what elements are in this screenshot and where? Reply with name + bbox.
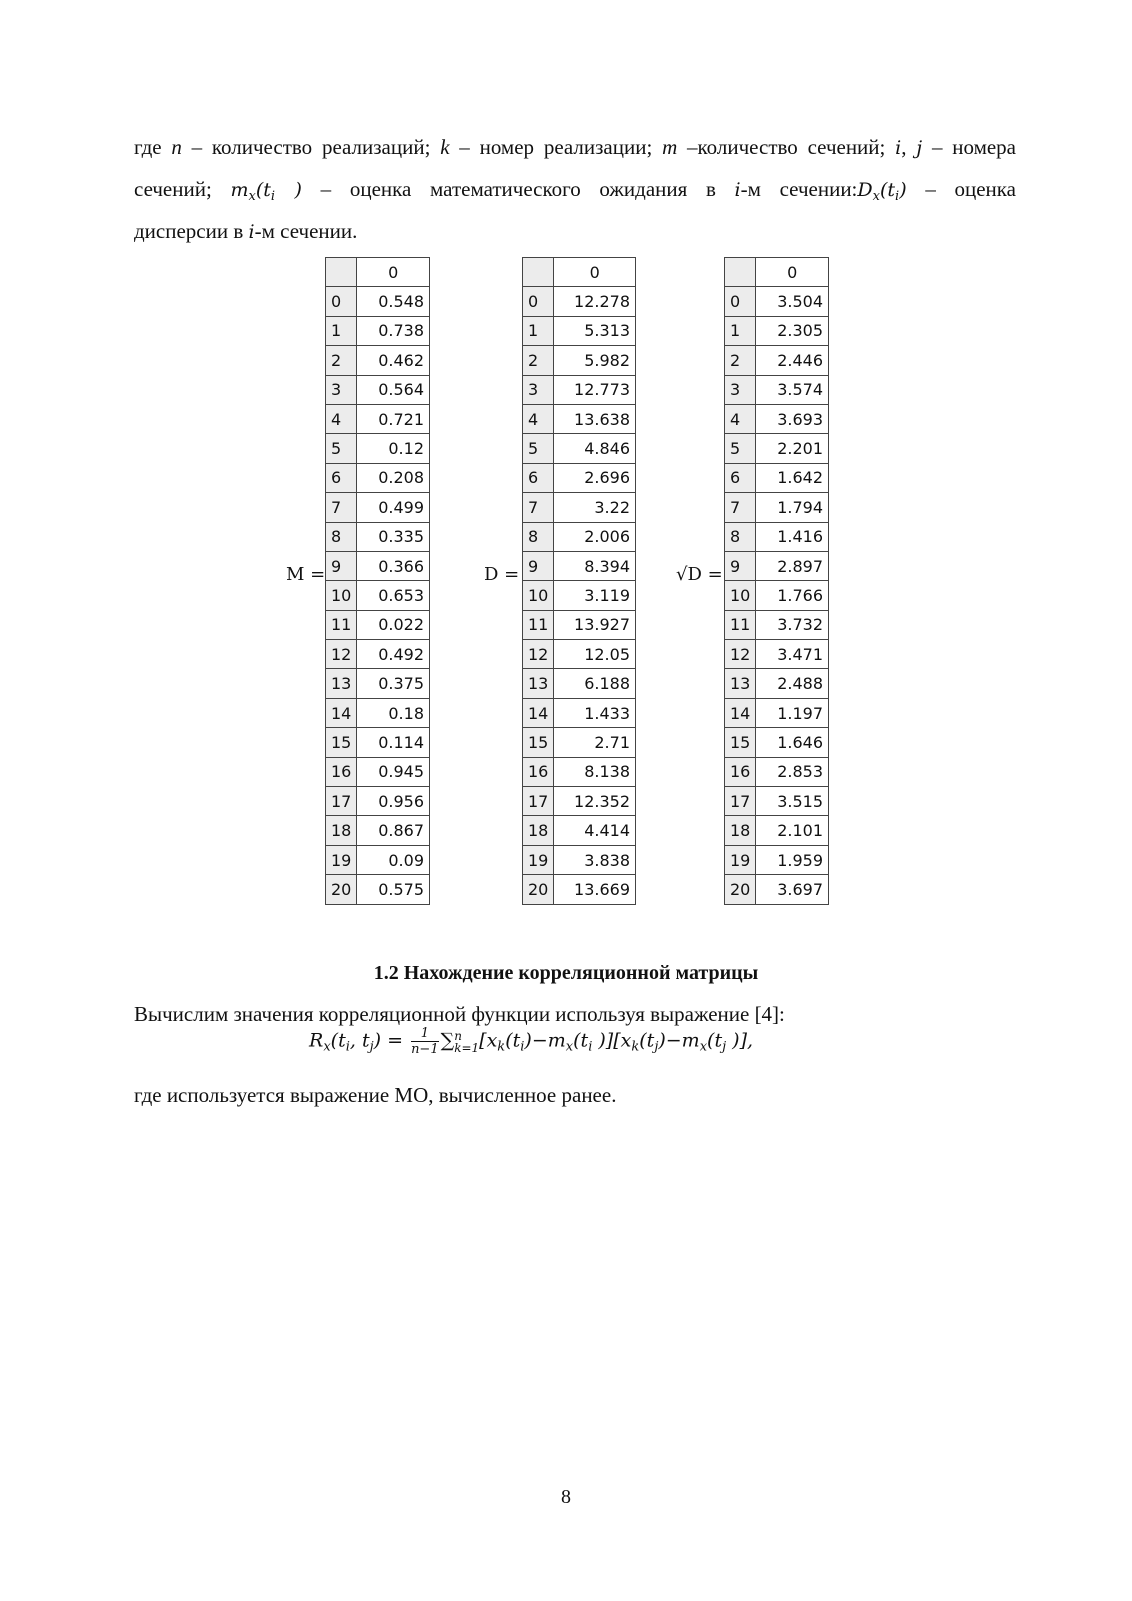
value-cell: 3.732 [756, 610, 829, 639]
matrix-d-table [522, 257, 636, 905]
row-index-cell: 2 [725, 346, 756, 375]
value-cell: 5.313 [554, 316, 636, 345]
row-index-cell: 20 [725, 875, 756, 904]
table-row [523, 845, 636, 874]
row-index-cell: 8 [523, 522, 554, 551]
table-row [523, 640, 636, 669]
matrix-d-label: D = [484, 564, 520, 585]
section-heading: 1.2 Нахождение корреляционной матрицы [373, 962, 759, 984]
table-row [523, 728, 636, 757]
value-cell: 0.575 [357, 875, 430, 904]
value-cell: 0.499 [357, 493, 430, 522]
row-index-cell: 18 [326, 816, 357, 845]
matrix-column-header: 0 [554, 258, 636, 287]
table-row [326, 463, 430, 492]
row-index-cell: 20 [326, 875, 357, 904]
table-row [326, 346, 430, 375]
row-index-cell: 4 [326, 404, 357, 433]
row-index-cell: 8 [725, 522, 756, 551]
value-cell: 2.201 [756, 434, 829, 463]
correlation-formula: $R_x(t_i$, $t_j$) = $\frac{1}{n-1}$ ∑ n k=1 [$x_k(t_i)-m_x(t_i$ )][$x_k(t_j)-m_x(t_j$ )], [309, 1026, 754, 1057]
row-index-cell: 15 [523, 728, 554, 757]
table-row [725, 816, 829, 845]
row-index-cell: 11 [523, 610, 554, 639]
table-row [725, 757, 829, 786]
intro-line-1: где n – количество реализаций; k – номер реализации; m –количество сечений; i, j – номера [134, 135, 1017, 159]
matrix-column-header: 0 [756, 258, 829, 287]
paragraph-correlation: Вычислим значения корреляционной функции используя выражение [4]: [134, 1002, 785, 1026]
value-cell: 2.305 [756, 316, 829, 345]
row-index-cell: 10 [326, 581, 357, 610]
value-cell: 0.114 [357, 728, 430, 757]
value-cell: 2.696 [554, 463, 636, 492]
row-index-cell: 2 [326, 346, 357, 375]
row-index-cell: 1 [725, 316, 756, 345]
row-index-cell: 12 [725, 640, 756, 669]
table-row [326, 845, 430, 874]
row-index-cell: 13 [326, 669, 357, 698]
table-row [326, 640, 430, 669]
row-index-cell: 14 [326, 698, 357, 727]
value-cell: 0.375 [357, 669, 430, 698]
matrix-sqrtd-table [724, 257, 829, 905]
table-row [523, 581, 636, 610]
value-cell: 4.414 [554, 816, 636, 845]
table-row [523, 787, 636, 816]
value-cell: 1.766 [756, 581, 829, 610]
table-row [326, 316, 430, 345]
table-row [326, 581, 430, 610]
table-row [725, 610, 829, 639]
table-row [326, 493, 430, 522]
table-row [725, 287, 829, 316]
row-index-cell: 1 [326, 316, 357, 345]
row-index-cell: 18 [725, 816, 756, 845]
value-cell: 0.564 [357, 375, 430, 404]
row-index-cell: 7 [725, 493, 756, 522]
value-cell: 12.05 [554, 640, 636, 669]
row-index-cell: 17 [523, 787, 554, 816]
table-row [725, 404, 829, 433]
value-cell: 0.09 [357, 845, 430, 874]
row-index-cell: 15 [326, 728, 357, 757]
value-cell: 1.794 [756, 493, 829, 522]
value-cell: 13.927 [554, 610, 636, 639]
intro-line-2: сечений; $m_x(t_i$ ) – оценка математического ожидания в i-м $сечении:D_x(t_i)$ – оценка [134, 177, 1016, 204]
row-index-cell: 3 [326, 375, 357, 404]
table-row [725, 698, 829, 727]
value-cell: 2.101 [756, 816, 829, 845]
row-index-cell: 9 [725, 551, 756, 580]
table-row [523, 404, 636, 433]
row-index-cell: 3 [725, 375, 756, 404]
row-index-cell: 2 [523, 346, 554, 375]
dx-notation: $D_x(t_i)$ [857, 179, 907, 204]
value-cell: 0.945 [357, 757, 430, 786]
row-index-cell: 5 [725, 434, 756, 463]
matrix-corner-cell [326, 258, 357, 287]
table-row [523, 463, 636, 492]
value-cell: 3.504 [756, 287, 829, 316]
table-row [523, 610, 636, 639]
matrix-header-row [725, 258, 829, 287]
table-row [725, 581, 829, 610]
table-row [523, 375, 636, 404]
table-row [326, 434, 430, 463]
value-cell: 0.18 [357, 698, 430, 727]
value-cell: 1.197 [756, 698, 829, 727]
table-row [326, 757, 430, 786]
value-cell: 0.721 [357, 404, 430, 433]
row-index-cell: 7 [523, 493, 554, 522]
row-index-cell: 19 [326, 845, 357, 874]
row-index-cell: 9 [523, 551, 554, 580]
table-row [725, 669, 829, 698]
row-index-cell: 19 [725, 845, 756, 874]
value-cell: 0.022 [357, 610, 430, 639]
value-cell: 2.897 [756, 551, 829, 580]
row-index-cell: 13 [523, 669, 554, 698]
table-row [725, 640, 829, 669]
value-cell: 0.867 [357, 816, 430, 845]
value-cell: 0.548 [357, 287, 430, 316]
value-cell: 3.697 [756, 875, 829, 904]
row-index-cell: 6 [725, 463, 756, 492]
value-cell: 0.208 [357, 463, 430, 492]
row-index-cell: 5 [326, 434, 357, 463]
table-row [523, 287, 636, 316]
table-row [326, 287, 430, 316]
row-index-cell: 1 [523, 316, 554, 345]
row-index-cell: 0 [725, 287, 756, 316]
row-index-cell: 9 [326, 551, 357, 580]
value-cell: 1.416 [756, 522, 829, 551]
value-cell: 0.12 [357, 434, 430, 463]
value-cell: 3.119 [554, 581, 636, 610]
row-index-cell: 12 [326, 640, 357, 669]
table-row [326, 404, 430, 433]
table-row [523, 551, 636, 580]
row-index-cell: 20 [523, 875, 554, 904]
table-row [523, 346, 636, 375]
value-cell: 2.006 [554, 522, 636, 551]
matrix-sqrtd-label: √D = [676, 564, 723, 585]
page-number: 8 [561, 1486, 571, 1508]
row-index-cell: 16 [523, 757, 554, 786]
table-row [725, 551, 829, 580]
table-row [523, 669, 636, 698]
table-row [523, 316, 636, 345]
table-row [523, 434, 636, 463]
row-index-cell: 10 [725, 581, 756, 610]
table-row [523, 875, 636, 904]
table-row [725, 522, 829, 551]
table-row [725, 316, 829, 345]
value-cell: 3.693 [756, 404, 829, 433]
matrix-corner-cell [523, 258, 554, 287]
table-row [326, 522, 430, 551]
row-index-cell: 14 [523, 698, 554, 727]
table-row [523, 816, 636, 845]
table-row [326, 551, 430, 580]
row-index-cell: 11 [326, 610, 357, 639]
value-cell: 3.22 [554, 493, 636, 522]
value-cell: 1.642 [756, 463, 829, 492]
value-cell: 0.462 [357, 346, 430, 375]
value-cell: 0.956 [357, 787, 430, 816]
value-cell: 2.853 [756, 757, 829, 786]
value-cell: 12.352 [554, 787, 636, 816]
matrix-column-header: 0 [357, 258, 430, 287]
table-row [326, 669, 430, 698]
row-index-cell: 12 [523, 640, 554, 669]
value-cell: 3.471 [756, 640, 829, 669]
table-row [725, 434, 829, 463]
row-index-cell: 6 [523, 463, 554, 492]
mx-notation: $m_x(t_i$ ) [230, 179, 302, 204]
table-row [523, 757, 636, 786]
value-cell: 3.574 [756, 375, 829, 404]
value-cell: 0.366 [357, 551, 430, 580]
value-cell: 2.488 [756, 669, 829, 698]
row-index-cell: 18 [523, 816, 554, 845]
table-row [725, 787, 829, 816]
matrix-header-row [523, 258, 636, 287]
table-row [523, 698, 636, 727]
table-row [725, 493, 829, 522]
value-cell: 0.335 [357, 522, 430, 551]
paragraph-mo: где используется выражение МО, вычисленное ранее. [134, 1083, 617, 1107]
matrix-m-table [325, 257, 430, 905]
table-row [326, 698, 430, 727]
row-index-cell: 0 [523, 287, 554, 316]
value-cell: 1.433 [554, 698, 636, 727]
row-index-cell: 7 [326, 493, 357, 522]
value-cell: 1.646 [756, 728, 829, 757]
row-index-cell: 14 [725, 698, 756, 727]
table-row [725, 845, 829, 874]
table-row [725, 463, 829, 492]
table-row [326, 728, 430, 757]
table-row [326, 816, 430, 845]
table-row [725, 875, 829, 904]
row-index-cell: 3 [523, 375, 554, 404]
value-cell: 0.492 [357, 640, 430, 669]
table-row [725, 728, 829, 757]
value-cell: 3.838 [554, 845, 636, 874]
row-index-cell: 0 [326, 287, 357, 316]
matrix-corner-cell [725, 258, 756, 287]
table-row [523, 493, 636, 522]
value-cell: 8.138 [554, 757, 636, 786]
table-row [326, 375, 430, 404]
value-cell: 2.446 [756, 346, 829, 375]
table-row [326, 875, 430, 904]
value-cell: 8.394 [554, 551, 636, 580]
fraction: $\frac{1}{n-1}$ [411, 1026, 439, 1057]
row-index-cell: 6 [326, 463, 357, 492]
row-index-cell: 13 [725, 669, 756, 698]
table-row [326, 787, 430, 816]
row-index-cell: 16 [725, 757, 756, 786]
table-row [725, 375, 829, 404]
row-index-cell: 15 [725, 728, 756, 757]
value-cell: 13.638 [554, 404, 636, 433]
table-row [326, 610, 430, 639]
row-index-cell: 8 [326, 522, 357, 551]
value-cell: 6.188 [554, 669, 636, 698]
row-index-cell: 4 [725, 404, 756, 433]
row-index-cell: 17 [725, 787, 756, 816]
value-cell: 0.738 [357, 316, 430, 345]
value-cell: 12.773 [554, 375, 636, 404]
value-cell: 3.515 [756, 787, 829, 816]
table-row [523, 522, 636, 551]
row-index-cell: 17 [326, 787, 357, 816]
matrix-m-label: M = [286, 564, 326, 585]
row-index-cell: 11 [725, 610, 756, 639]
value-cell: 2.71 [554, 728, 636, 757]
value-cell: 5.982 [554, 346, 636, 375]
value-cell: 4.846 [554, 434, 636, 463]
row-index-cell: 5 [523, 434, 554, 463]
value-cell: 13.669 [554, 875, 636, 904]
value-cell: 0.653 [357, 581, 430, 610]
table-row [725, 346, 829, 375]
value-cell: 1.959 [756, 845, 829, 874]
row-index-cell: 19 [523, 845, 554, 874]
row-index-cell: 16 [326, 757, 357, 786]
intro-line-3: дисперсии в i-м сечении. [134, 219, 358, 243]
matrix-header-row [326, 258, 430, 287]
value-cell: 12.278 [554, 287, 636, 316]
row-index-cell: 4 [523, 404, 554, 433]
row-index-cell: 10 [523, 581, 554, 610]
